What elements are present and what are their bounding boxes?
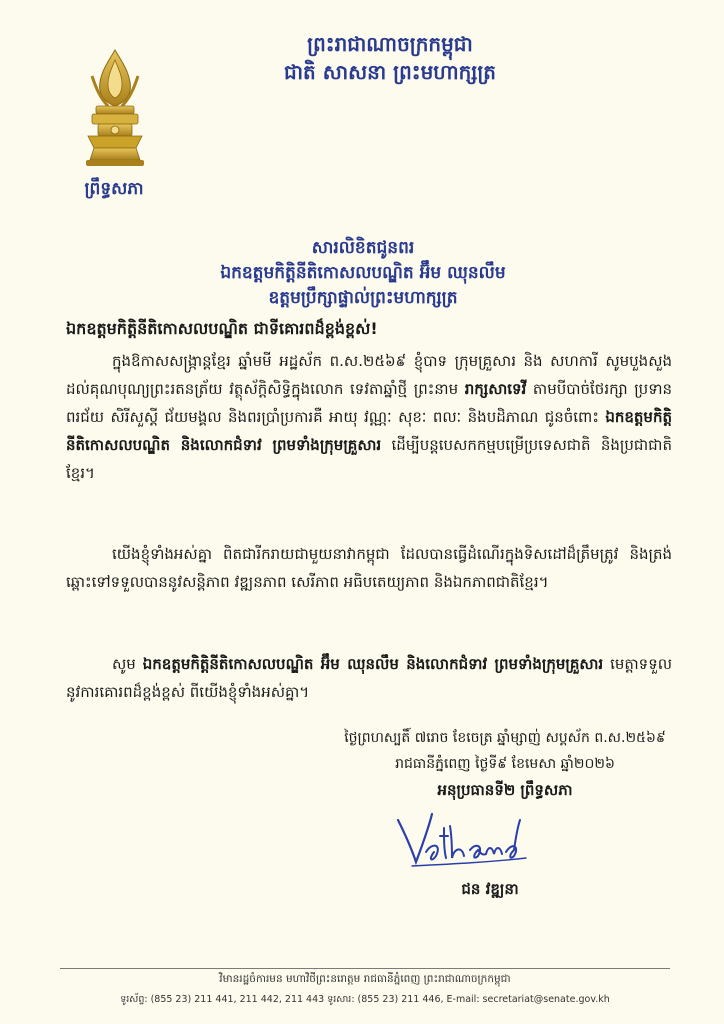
signer-name: ជន វឌ្ឍនា xyxy=(461,880,519,898)
footer-address: វិមានរដ្ឋចំការមន មហាវិថីព្រះនរោត្តម រាជធានីភ្នំពេញ ព្រះរាជាណាចក្រកម្ពុជា xyxy=(219,973,511,985)
footer-divider xyxy=(60,968,670,969)
paragraph-3 xyxy=(66,650,672,706)
letterhead xyxy=(240,30,540,86)
signer-position: អនុប្រធានទី២ ព្រឹទ្ធសភា xyxy=(437,781,573,799)
salutation: ឯកឧត្តមកិត្តិនីតិកោសលបណ្ឌិត ជាទីគោរពដ៏ខ្ពង់ខ្ពស់! xyxy=(66,319,378,338)
footer-contact: ទូរស័ព្ទ: (855 23) 211 441, 211 442, 211 443 ទូរសារ: (855 23) 211 446, E-mail: secretariat@senate.gov.kh xyxy=(120,994,610,1005)
p3-text-2: មេត្តាទទួលនូវការគោរពដ៏ខ្ពង់ខ្ពស់ ពីយើងខ្ញុំទាំងអស់គ្នា។ xyxy=(66,655,672,701)
paragraph-2 xyxy=(66,540,672,596)
motto-line: ជាតិ សាសនា ព្រះមហាក្សត្រ xyxy=(284,60,496,84)
title-line-2: ឯកឧត្តមកិត្តិនីតិកោសលបណ្ឌិត អ៊ឹម ឈុនលឹម xyxy=(220,263,506,283)
solar-date: រាជធានីភ្នំពេញ ថ្ងៃទី៩ ខែមេសា ឆ្នាំ២០២៦ xyxy=(395,756,615,772)
p3-text-1: សូម xyxy=(112,655,136,673)
p1-text-3: ដើម្បីបន្តបេសកកម្មបម្រើប្រទេសជាតិ និងប្រជាជាតិខ្មែរ។ xyxy=(66,436,672,482)
p1-text-1: ក្នុងឱកាសសង្ក្រាន្តខ្មែរ ឆ្នាំមមី អដ្ឋស័ក ព.ស.២៥៦៩ ខ្ញុំបាទ ក្រុមគ្រួសារ និង សហការី សូមបួងសួងដល់គុណបុណ្យព្រះរតនត្រ័យ វត្ថុស័ក្តិសិទ្ធិក្នុងលោក ទេវតាឆ្នាំថ្មី ព្រះនាម xyxy=(66,352,672,398)
p1-bold-2: ឯកឧត្តមកិត្តិនីតិកោសលបណ្ឌិត និងលោកជំទាវ ព្រមទាំងក្រុមគ្រួសារ xyxy=(66,408,672,454)
p2-text: យើងខ្ញុំទាំងអស់គ្នា ពិតជារីករាយជាមួយនាវាកម្ពុជា ដែលបានធ្វើដំណើរក្នុងទិសដៅដ៏ត្រឹមត្រូវ និងត្រង់ឆ្ពោះទៅទទួលបាននូវសន្តិភាព វឌ្ឍនភាព សេរីភាព អធិបតេយ្យភាព និងឯកភាពជាតិខ្មែរ។ xyxy=(66,545,672,591)
senate-emblem-icon xyxy=(78,48,152,168)
kingdom-line: ព្រះរាជាណាចក្រកម្ពុជា xyxy=(307,32,473,56)
p1-text-2: តាមបីបាច់ថែរក្សា ប្រទានពរជ័យ សិរីសួស្តី ជ័យមង្គល និងពរប្រាំប្រការគឺ អាយុ វណ្ណៈ សុខៈ ពលៈ និងបដិភាណ ជូនចំពោះ xyxy=(66,380,673,426)
lunar-date: ថ្ងៃព្រហស្បតិ៍ ៧រោច ខែចេត្រ ឆ្នាំម្សាញ់ សប្តស័ក ព.ស.២៥៦៩ xyxy=(344,730,666,746)
dateline xyxy=(340,725,670,803)
org-name: ព្រឹទ្ធសភា xyxy=(84,179,144,199)
paragraph-1 xyxy=(66,347,672,487)
handwritten-signature xyxy=(392,806,532,872)
title-line-1: សារលិខិតជូនពរ xyxy=(311,238,415,258)
p3-bold: ឯកឧត្តមកិត្តិនីតិកោសលបណ្ឌិត អ៊ឹម ឈុនលឹម និងលោកជំទាវ ព្រមទាំងក្រុមគ្រួសារ xyxy=(142,655,604,673)
p1-bold-1: រាក្សសាទេវី xyxy=(464,380,527,398)
letter-title xyxy=(80,236,646,311)
title-line-3: ឧត្តមប្រឹក្សាផ្ទាល់ព្រះមហាក្សត្រ xyxy=(268,288,458,308)
